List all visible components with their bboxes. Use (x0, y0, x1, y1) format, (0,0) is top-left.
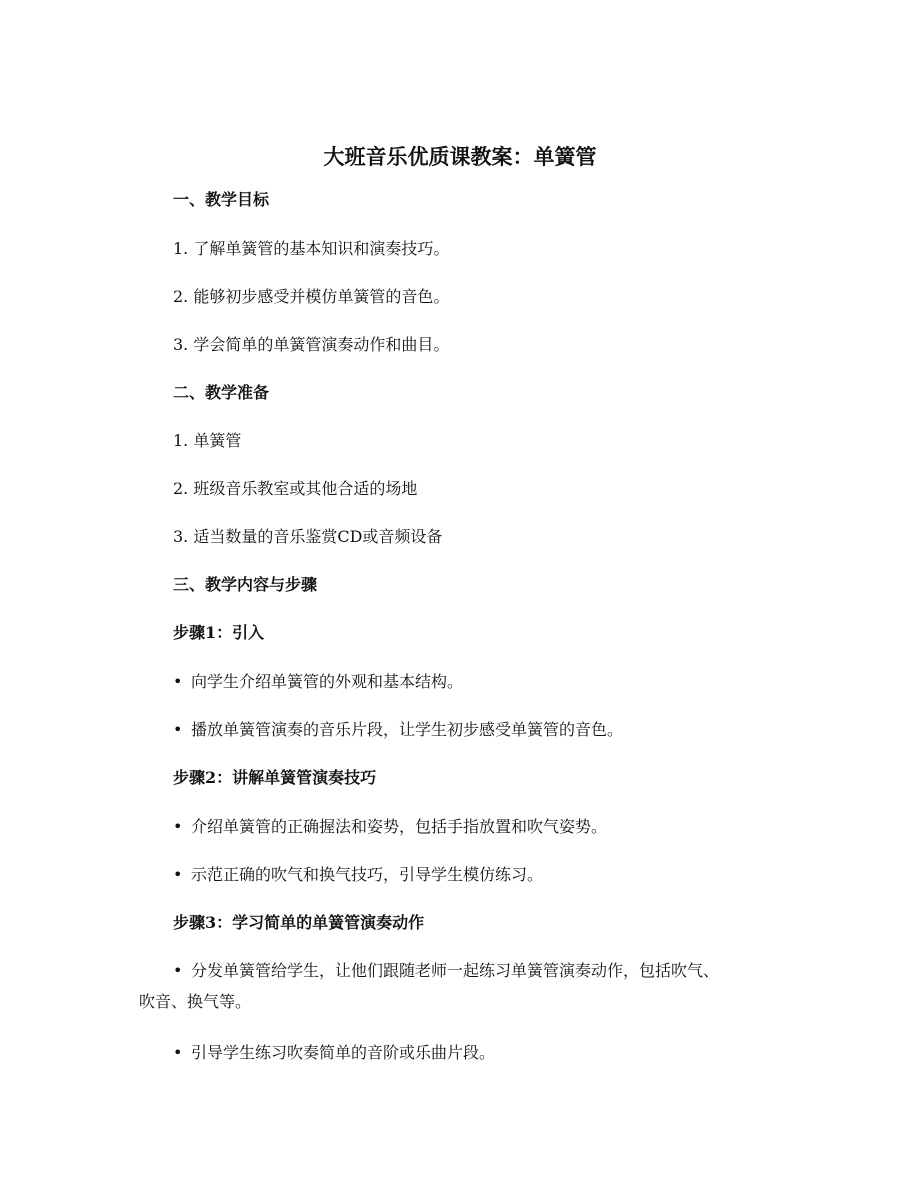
step3-bullet-2: 引导学生练习吹奏简单的音阶或乐曲片段。 (191, 1043, 496, 1062)
bullet-dot: • (173, 961, 183, 980)
bullet-dot: • (173, 720, 183, 739)
list-item (173, 815, 793, 839)
step3-heading: 步骤3：学习简单的单簧管演奏动作 (173, 913, 425, 932)
bullet-dot: • (173, 1043, 183, 1062)
step3-bullet-1-line1: 分发单簧管给学生，让他们跟随老师一起练习单簧管演奏动作，包括吹气、 (191, 961, 720, 980)
step1-bullet-2: 播放单簧管演奏的音乐片段，让学生初步感受单簧管的音色。 (191, 720, 624, 739)
section-heading-content-steps: 三、教学内容与步骤 (173, 575, 318, 594)
section-heading-preparation: 二、教学准备 (173, 383, 270, 402)
list-item (173, 670, 793, 694)
step1-bullet-1: 向学生介绍单簧管的外观和基本结构。 (191, 672, 464, 691)
bullet-dot: • (173, 817, 183, 836)
step2-bullet-2: 示范正确的吹气和换气技巧，引导学生模仿练习。 (191, 865, 544, 884)
preparation-item-1: 1. 单簧管 (173, 431, 242, 450)
objective-item-1: 1. 了解单簧管的基本知识和演奏技巧。 (173, 239, 450, 258)
objective-item-2: 2. 能够初步感受并模仿单簧管的音色。 (173, 287, 450, 306)
step2-bullet-1: 介绍单簧管的正确握法和姿势，包括手指放置和吹气姿势。 (191, 817, 608, 836)
document-title: 大班音乐优质课教案：单簧管 (323, 144, 597, 169)
list-item (139, 959, 799, 983)
bullet-dot: • (173, 672, 183, 691)
preparation-item-3: 3. 适当数量的音乐鉴赏CD或音频设备 (173, 527, 443, 546)
list-item (173, 718, 793, 742)
list-item (173, 863, 793, 887)
step2-heading: 步骤2：讲解单簧管演奏技巧 (173, 768, 377, 787)
preparation-item-2: 2. 班级音乐教室或其他合适的场地 (173, 479, 418, 498)
step3-bullet-1-line2: 吹音、换气等。 (139, 992, 252, 1011)
section-heading-objectives: 一、教学目标 (173, 190, 270, 209)
objective-item-3: 3. 学会简单的单簧管演奏动作和曲目。 (173, 335, 450, 354)
list-item (173, 1041, 793, 1065)
step1-heading: 步骤1：引入 (173, 623, 265, 642)
bullet-dot: • (173, 865, 183, 884)
